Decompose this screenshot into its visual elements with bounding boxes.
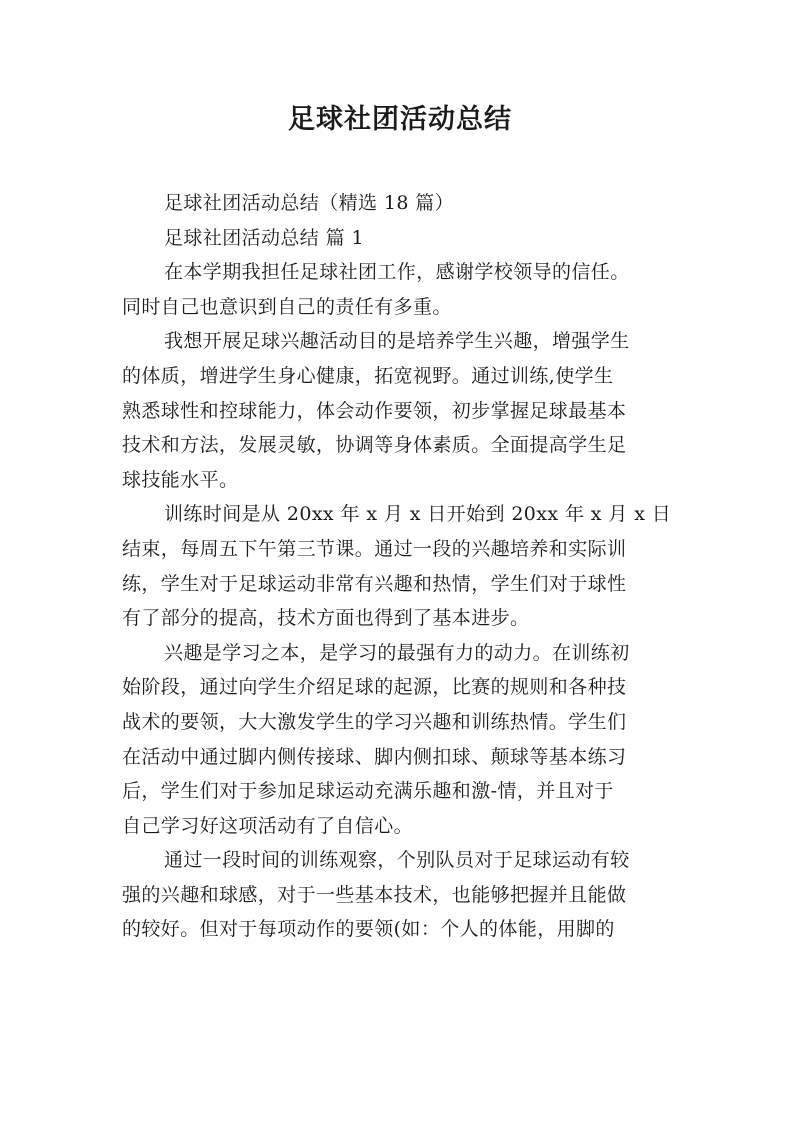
paragraph-line: 训练时间是从 20xx 年 x 月 x 日开始到 20xx 年 x 月 x 日	[164, 503, 672, 526]
paragraph	[122, 255, 684, 324]
paragraph	[122, 324, 684, 497]
paragraph-line: 自己学习好这项活动有了自信心。	[122, 814, 414, 837]
document-body	[122, 186, 684, 947]
paragraph-line: 同时自己也意识到自己的责任有多重。	[122, 295, 452, 318]
paragraph-line: 结束，每周五下午第三节课。通过一段的兴趣培养和实际训	[122, 537, 627, 560]
document-subtitle: 足球社团活动总结（精选 18 篇）	[164, 192, 455, 214]
document-title: 足球社团活动总结	[288, 104, 512, 135]
paragraph-line: 强的兴趣和球感，对于一些基本技术，也能够把握并且能做	[122, 883, 627, 906]
paragraph-line: 的较好。但对于每项动作的要领(如：个人的体能，用脚的	[122, 918, 615, 941]
paragraph-line: 我想开展足球兴趣活动目的是培养学生兴趣，增强学生	[164, 330, 630, 353]
paragraph	[122, 497, 684, 635]
paragraph-line: 在本学期我担任足球社团工作，感谢学校领导的信任。	[164, 261, 630, 284]
paragraph-line: 后，学生们对于参加足球运动充满乐趣和激-情，并且对于	[122, 780, 614, 803]
paragraph	[122, 843, 684, 947]
paragraph-line: 战术的要领，大大激发学生的学习兴趣和训练热情。学生们	[122, 710, 627, 733]
paragraph-line: 有了部分的提高，技术方面也得到了基本进步。	[122, 607, 530, 630]
paragraph-line: 通过一段时间的训练观察，个别队员对于足球运动有较	[164, 849, 630, 872]
paragraph-line: 球技能水平。	[122, 468, 239, 491]
paragraph-line: 练，学生对于足球运动非常有兴趣和热情，学生们对于球性	[122, 572, 627, 595]
paragraph	[122, 636, 684, 844]
paragraph-line: 兴趣是学习之本，是学习的最强有力的动力。在训练初	[164, 641, 630, 664]
paragraph-line: 在活动中通过脚内侧传接球、脚内侧扣球、颠球等基本练习	[122, 745, 627, 768]
paragraph-line: 始阶段，通过向学生介绍足球的起源，比赛的规则和各种技	[122, 676, 627, 699]
section-heading: 足球社团活动总结 篇 1	[164, 226, 364, 249]
paragraph-line: 技术和方法，发展灵敏，协调等身体素质。全面提高学生足	[122, 434, 627, 457]
paragraph-line: 熟悉球性和控球能力，体会动作要领，初步掌握足球最基本	[122, 399, 627, 422]
paragraph-line: 的体质，增进学生身心健康，拓宽视野。通过训练,使学生	[122, 364, 614, 387]
